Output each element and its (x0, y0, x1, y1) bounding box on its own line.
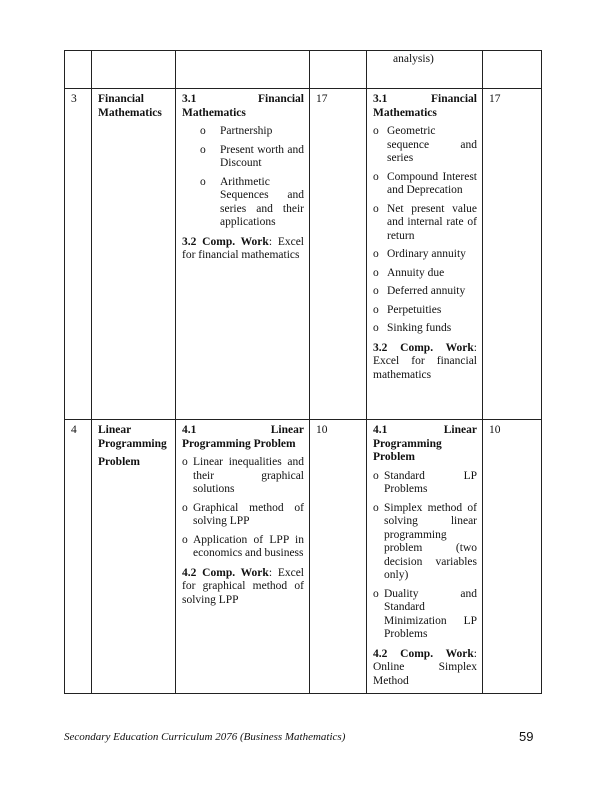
hours: 10 (316, 424, 328, 436)
section-heading (182, 93, 304, 107)
list-item-text: Ordinary annuity (387, 248, 466, 260)
list-item-text: Application of LPP in economics and business (193, 533, 304, 559)
list-item (373, 322, 477, 336)
list-item-text: Annuity due (387, 266, 445, 279)
heading-word: Linear (443, 424, 477, 436)
hours: 10 (489, 424, 501, 436)
list-item (373, 125, 477, 166)
list-item-text: Duality and Standard Minimization LP Problems (384, 587, 477, 640)
list-item (373, 502, 477, 583)
cell-hours-left (310, 89, 367, 420)
comp-work-label: 3.2 Comp. Work (373, 341, 474, 354)
cell-content-right (367, 89, 483, 420)
heading-word: Programming Problem (182, 437, 296, 450)
unit-title: Financial Mathematics (98, 93, 162, 119)
bullet-icon: o (373, 202, 379, 215)
heading-word: Mathematics (182, 106, 246, 119)
list-item-text: Present worth and Discount (220, 143, 304, 169)
comp-work-label: 3.2 Comp. Work (182, 235, 269, 248)
bullet-icon: o (182, 501, 188, 514)
footer-title: Secondary Education Curriculum 2076 (Business Mathematics) (64, 731, 346, 743)
cell-content-right (367, 420, 483, 694)
list-item-text: Partnership (220, 125, 273, 137)
cell-empty (483, 51, 542, 89)
list-item-text: Linear inequalities and their graphical solutions (193, 456, 304, 495)
comp-work-label: 4.2 Comp. Work (182, 566, 269, 579)
unit-title-line: Linear Programming (98, 424, 167, 450)
bullet-icon: o (373, 501, 379, 514)
comp-work-text: : Online Simplex Method (373, 647, 477, 687)
list-item-text: Net present value and internal rate of return (387, 202, 477, 242)
comp-work-label: 4.2 Comp. Work (373, 647, 474, 660)
list-item-text: Geometric sequence and series (387, 125, 477, 164)
comp-work-text: : Excel for graphical method of solving LPP (182, 566, 304, 606)
continued-text: analysis) (393, 53, 434, 65)
section-heading (373, 93, 477, 107)
table-row-continued (65, 51, 542, 89)
bullet-icon: o (373, 285, 379, 297)
heading-word: Financial (257, 93, 304, 105)
hours: 17 (316, 93, 328, 105)
list-item-text: Graphical method of solving LPP (193, 501, 304, 527)
unit-title (92, 420, 175, 474)
list-item-text: Standard LP Problems (384, 469, 477, 495)
cell-hours-right (483, 420, 542, 694)
bullet-icon: o (182, 456, 188, 468)
page-number: 59 (519, 729, 534, 744)
comp-work (182, 236, 304, 263)
heading-number: 4.1 (182, 424, 197, 436)
comp-work (373, 342, 477, 383)
cell-unit-title (92, 89, 176, 420)
list-item-text: Compound Interest and Deprecation (387, 170, 477, 196)
heading-number: 4.1 (373, 424, 388, 436)
bullet-icon: o (200, 143, 206, 156)
cell-content-left (176, 89, 310, 420)
list-item (373, 267, 477, 281)
bullet-icon: o (182, 533, 188, 546)
bullet-icon: o (373, 469, 379, 482)
topic-list (373, 125, 477, 336)
section-heading (182, 424, 304, 438)
list-item (182, 176, 304, 230)
bullet-icon: o (373, 248, 379, 260)
list-item (182, 534, 304, 561)
list-item-text: Perpetuities (387, 303, 442, 316)
bullet-icon: o (200, 125, 206, 137)
list-item (373, 470, 477, 497)
curriculum-table (64, 50, 542, 694)
heading-word: Programming Problem (373, 437, 442, 463)
cell-empty (65, 51, 92, 89)
list-item (373, 588, 477, 642)
cell-continued-text (367, 51, 483, 89)
bullet-icon: o (373, 170, 379, 183)
comp-work-text: : Excel for financial mathematics (182, 235, 304, 261)
cell-unit-number (65, 89, 92, 420)
list-item (182, 144, 304, 171)
unit-number: 4 (71, 424, 77, 436)
list-item (373, 248, 477, 262)
list-item (373, 304, 477, 318)
section-heading (373, 424, 477, 438)
hours: 17 (489, 93, 501, 105)
bullet-icon: o (200, 175, 206, 188)
list-item (373, 171, 477, 198)
cell-content-left (176, 420, 310, 694)
bullet-icon: o (373, 125, 379, 137)
unit-number: 3 (71, 93, 77, 105)
cell-empty (310, 51, 367, 89)
table-row-financial-mathematics (65, 89, 542, 420)
heading-word: Mathematics (373, 106, 437, 119)
cell-empty (176, 51, 310, 89)
list-item (373, 203, 477, 244)
list-item (182, 456, 304, 497)
list-item (373, 285, 477, 299)
bullet-icon: o (373, 303, 379, 316)
list-item-text: Deferred annuity (387, 285, 466, 297)
comp-work (182, 567, 304, 608)
list-item (182, 125, 304, 139)
comp-work (373, 648, 477, 689)
bullet-icon: o (373, 266, 379, 279)
cell-hours-right (483, 89, 542, 420)
heading-word: Financial (430, 93, 477, 105)
topic-list (182, 456, 304, 561)
cell-empty (92, 51, 176, 89)
bullet-icon: o (373, 322, 379, 334)
list-item-text: Sinking funds (387, 322, 452, 334)
cell-unit-title (92, 420, 176, 694)
unit-title-line: Problem (98, 456, 140, 468)
heading-word: Linear (270, 424, 304, 436)
comp-work-text: : Excel for financial mathematics (373, 341, 477, 381)
topic-list (182, 125, 304, 230)
bullet-icon: o (373, 587, 379, 600)
cell-unit-number (65, 420, 92, 694)
list-item-text: Arithmetic Sequences and series and their applications (220, 175, 304, 228)
heading-number: 3.1 (182, 93, 197, 105)
list-item-text: Simplex method of solving linear programming problem (two decision variables only) (384, 501, 477, 581)
list-item (182, 502, 304, 529)
topic-list (373, 470, 477, 642)
heading-number: 3.1 (373, 93, 388, 105)
table-row-linear-programming (65, 420, 542, 694)
cell-hours-left (310, 420, 367, 694)
